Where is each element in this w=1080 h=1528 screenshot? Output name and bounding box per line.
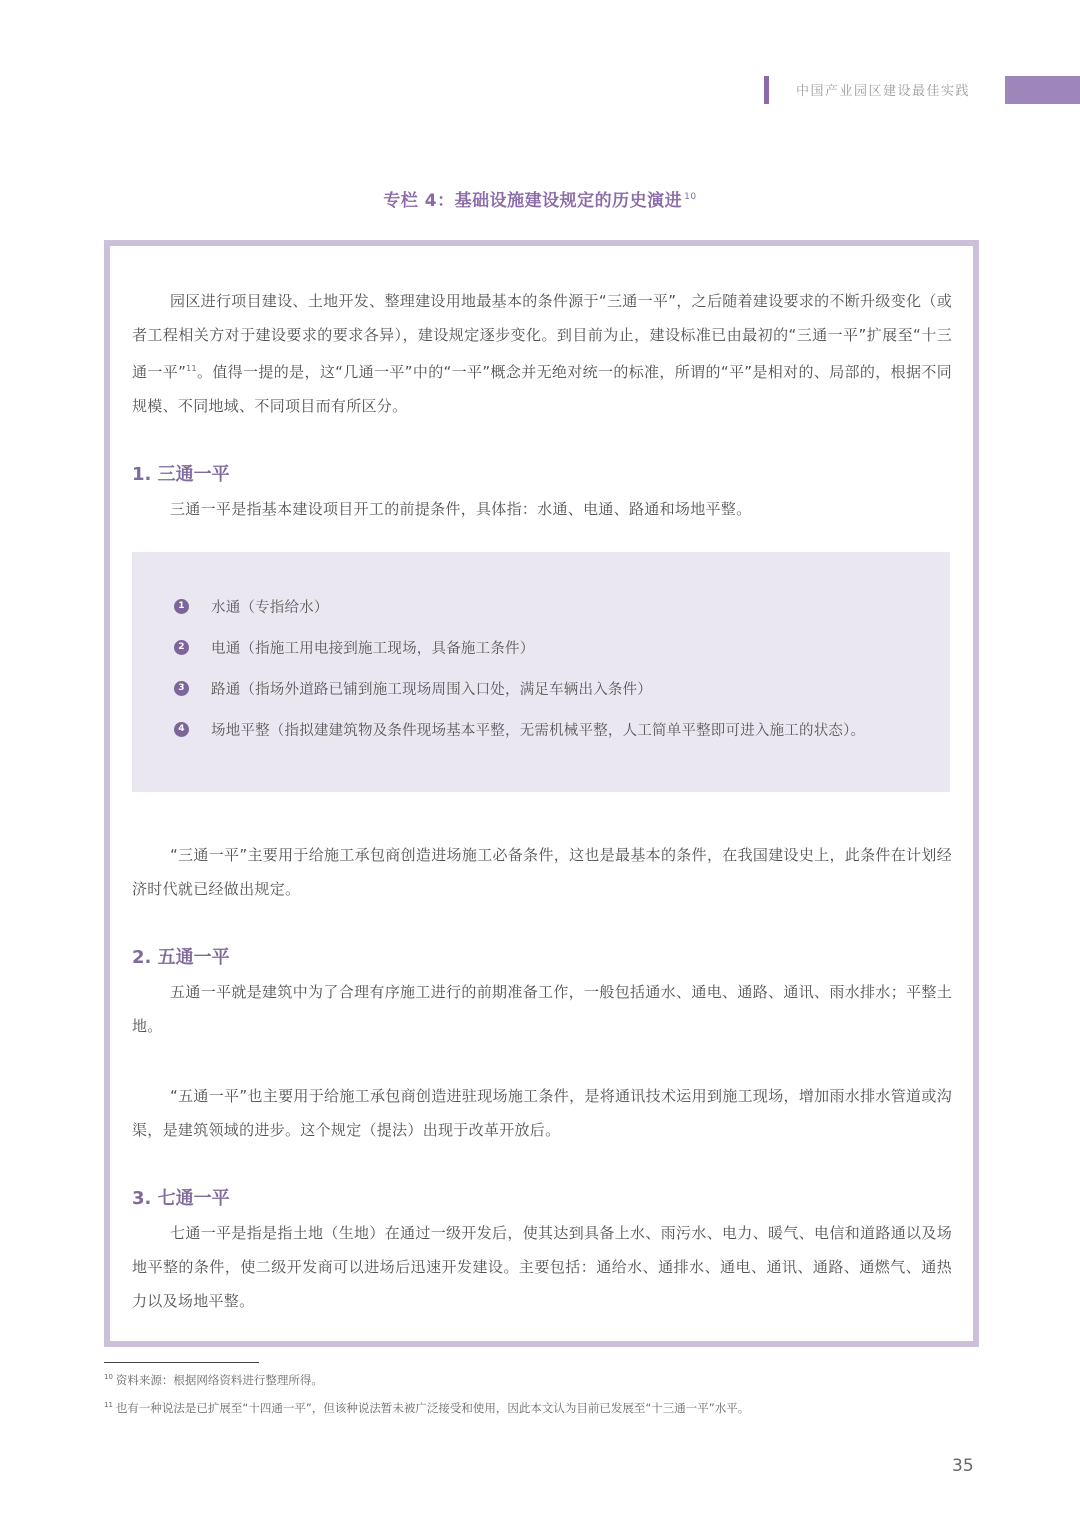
number-3-icon: 3 [174, 681, 189, 696]
header-color-block [1005, 76, 1080, 104]
page-number: 35 [952, 1456, 974, 1476]
section-3-heading: 3. 七通一平 [132, 1188, 230, 1209]
list-item-text: 电通（指施工用电接到施工现场，具备施工条件） [211, 640, 535, 657]
list-item-text: 场地平整（指拟建建筑物及条件现场基本平整，无需机械平整，人工简单平整即可进入施工的状态）。 [211, 722, 866, 739]
list-item [174, 678, 652, 698]
box-title [0, 186, 1080, 211]
intro-text-a: 园区进行项目建设、土地开发、整理建设用地最基本的条件源于“三通一平”，之后随着建设要求的不断升级变化（或者工程相关方对于建设要求的要求各异），建设规定逐步变化。到目前为止，建设标准已由最初的“三通一平”扩展至“十三通一平” [132, 292, 952, 381]
list-item [174, 637, 534, 657]
box-title-footnote-ref[interactable]: 10 [684, 192, 697, 203]
footnote-text: 也有一种说法是已扩展至“十四通一平”，但该种说法暂未被广泛接受和使用，因此本文认为目前已发展至“十三通一平”水平。 [115, 1401, 750, 1415]
footnote-mark: 10 [104, 1373, 113, 1382]
number-1-icon: 1 [174, 599, 189, 614]
footnote-divider [104, 1362, 259, 1363]
footnote-11 [104, 1400, 749, 1416]
footnote-10 [104, 1372, 323, 1388]
header-accent-bar [764, 76, 769, 104]
conditions-list-panel [132, 552, 950, 792]
intro-paragraph [132, 284, 952, 423]
number-2-icon: 2 [174, 640, 189, 655]
footnote-ref-11[interactable]: 11 [186, 364, 197, 373]
section-2-description: 五通一平就是建筑中为了合理有序施工进行的前期准备工作，一般包括通水、通电、通路、通讯、雨水排水；平整土地。 [132, 983, 952, 1035]
list-item-text: 路通（指场外道路已铺到施工现场周围入口处，满足车辆出入条件） [211, 681, 652, 698]
number-4-icon: 4 [174, 722, 189, 737]
section-1-heading: 1. 三通一平 [132, 464, 230, 485]
section-2-after-paragraph: “五通一平”也主要用于给施工承包商创造进驻现场施工条件，是将通讯技术运用到施工现场，增加雨水排水管道或沟渠，是建筑领域的进步。这个规定（提法）出现于改革开放后。 [132, 1087, 952, 1139]
section-2-heading: 2. 五通一平 [132, 947, 230, 968]
list-item [174, 596, 329, 616]
section-3-description: 七通一平是指是指土地（生地）在通过一级开发后，使其达到具备上水、雨污水、电力、暖气、电信和道路通以及场地平整的条件，使二级开发商可以进场后迅速开发建设。主要包括：通给水、通排水、通电、通讯、通路、通燃气、通热力以及场地平整。 [132, 1224, 952, 1310]
section-1-after-paragraph: “三通一平”主要用于给施工承包商创造进场施工必备条件，这也是最基本的条件，在我国建设史上，此条件在计划经济时代就已经做出规定。 [132, 846, 952, 898]
list-item-text: 水通（专指给水） [211, 599, 329, 616]
running-header-title: 中国产业园区建设最佳实践 [796, 84, 971, 99]
section-1-description: 三通一平是指基本建设项目开工的前提条件，具体指：水通、电通、路通和场地平整。 [170, 500, 752, 518]
footnote-text: 资料来源：根据网络资料进行整理所得。 [115, 1373, 323, 1387]
list-item [174, 719, 865, 739]
intro-text-b: 。值得一提的是，这“几通一平”中的“一平”概念并无绝对统一的标准，所谓的“平”是相对的、局部的，根据不同规模、不同地域、不同项目而有所区分。 [132, 363, 952, 415]
footnote-mark: 11 [104, 1401, 113, 1410]
box-title-text: 专栏 4：基础设施建设规定的历史演进 [383, 191, 683, 211]
